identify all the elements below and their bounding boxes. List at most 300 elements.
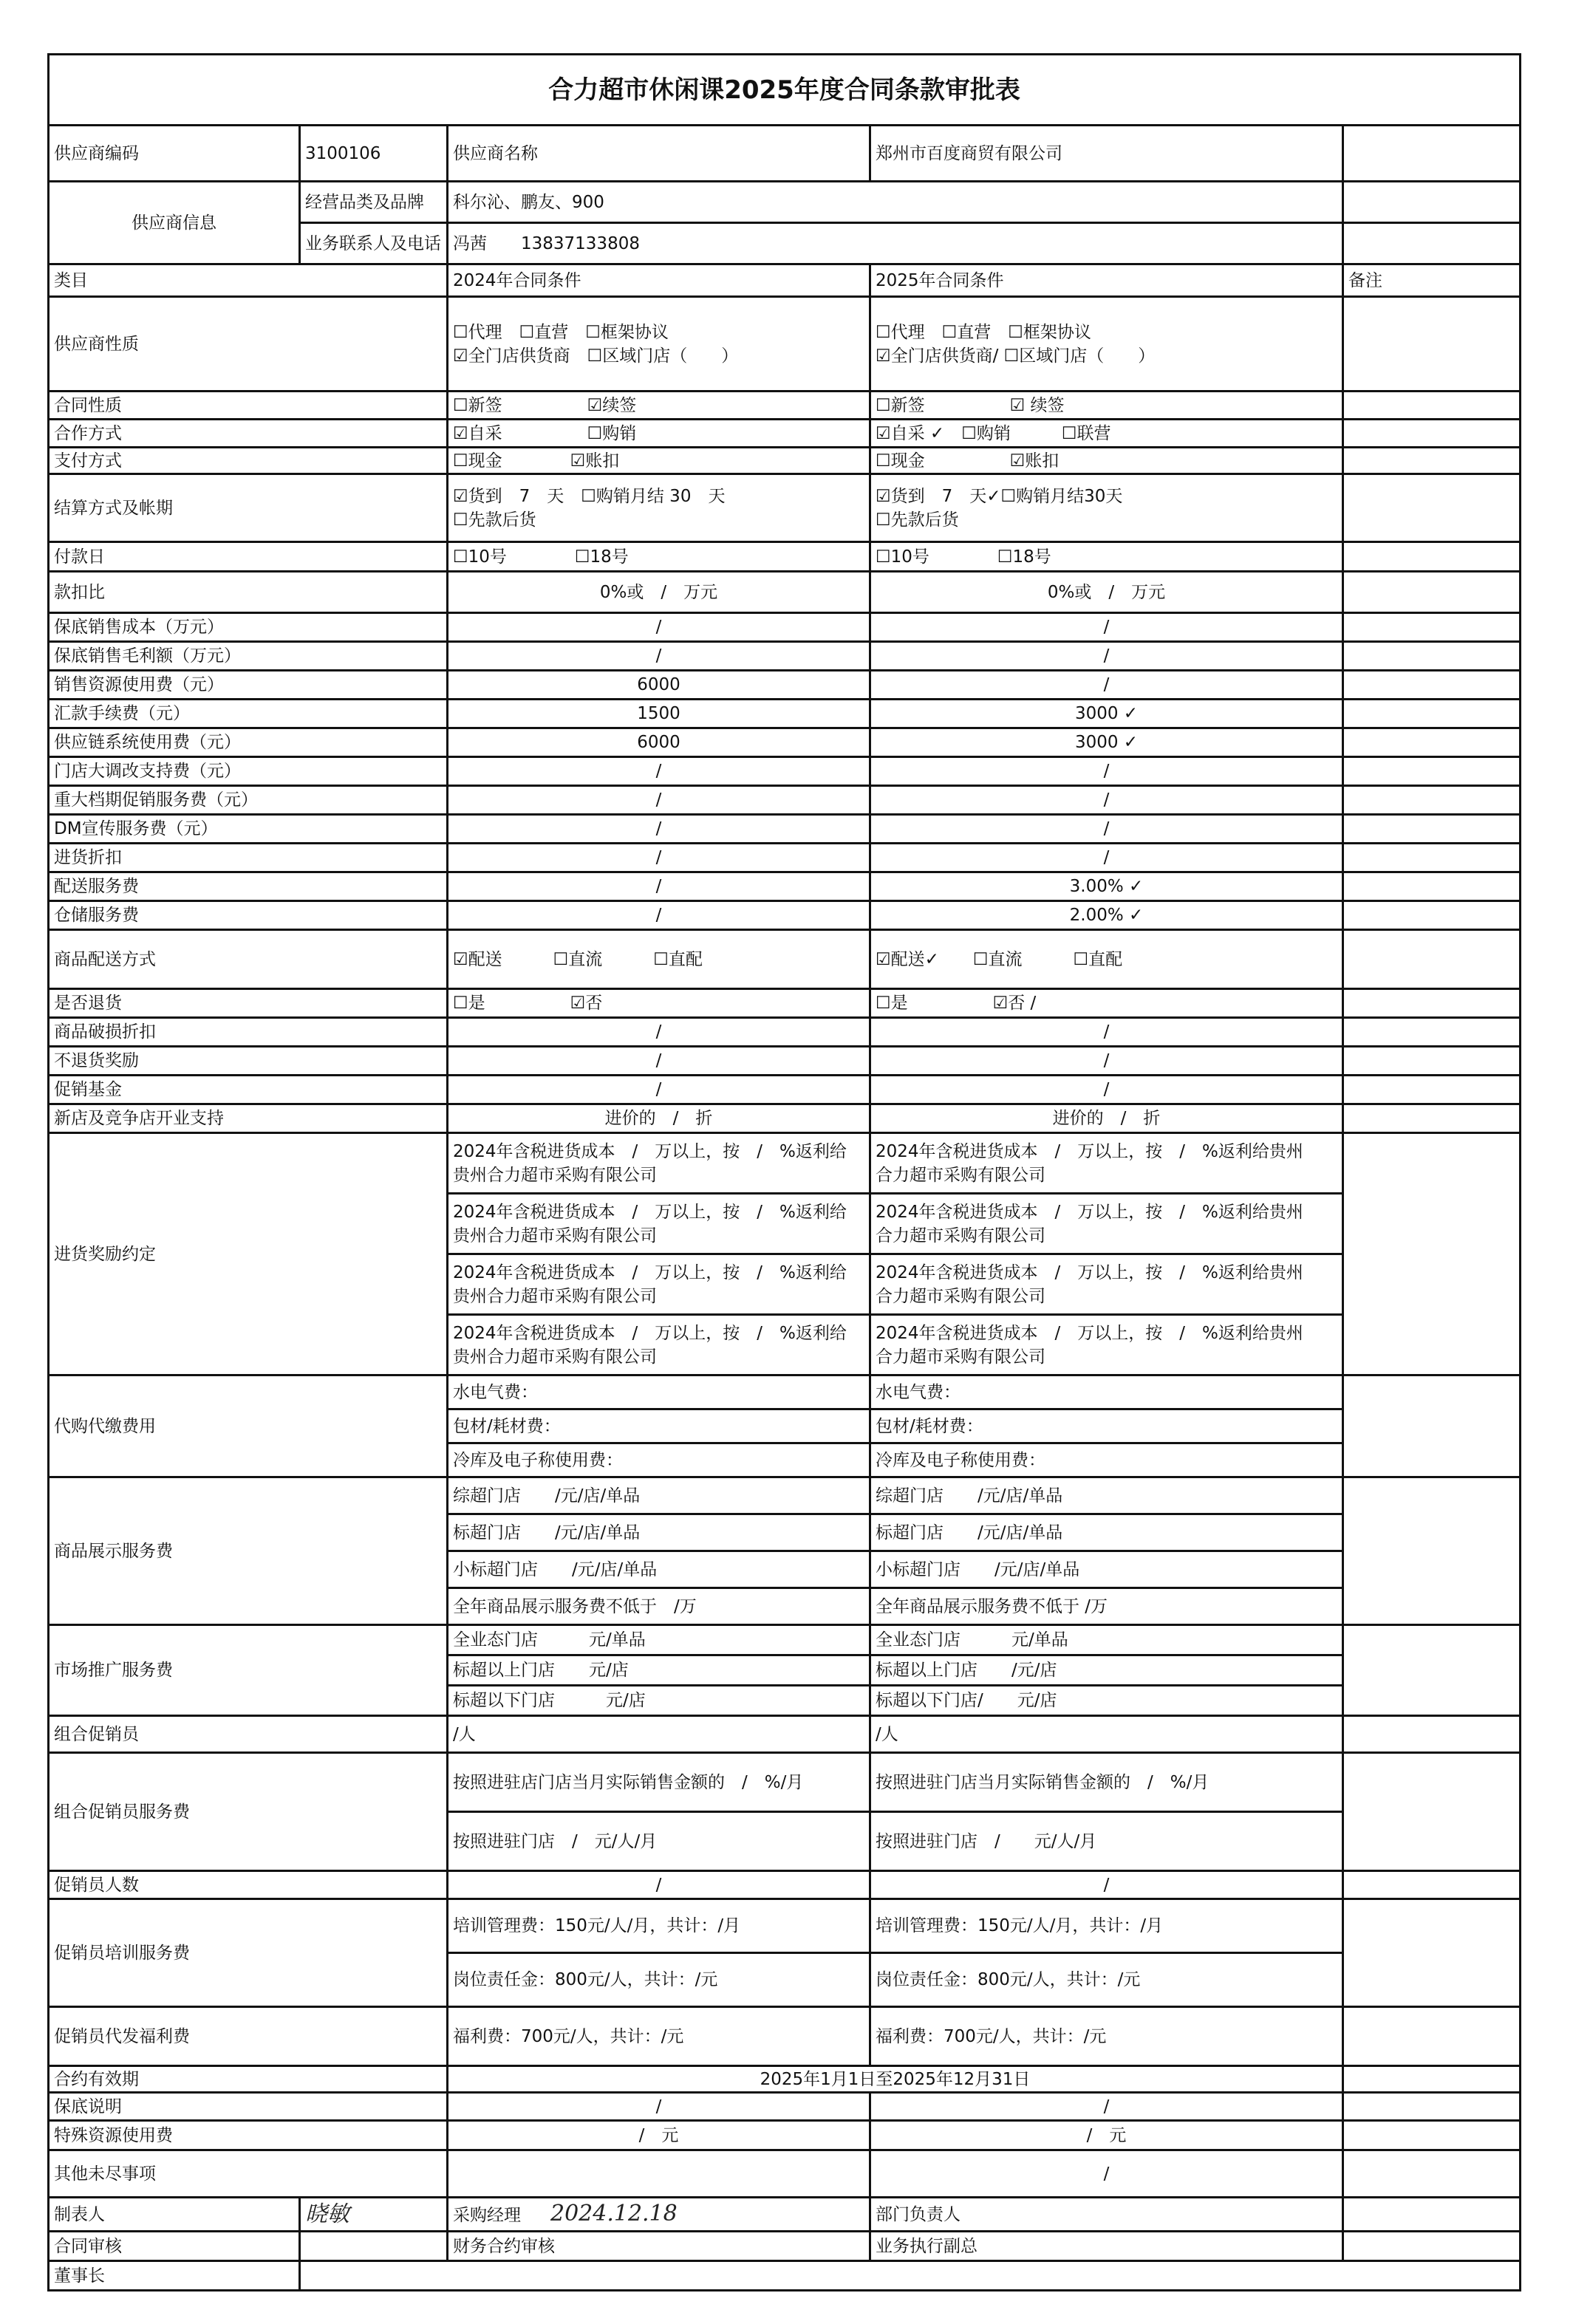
- supplier-info-label: 供应商信息: [49, 182, 300, 264]
- table-row: [49, 1625, 1521, 1655]
- remark-cell: [1343, 223, 1521, 264]
- cell-2024: [448, 1018, 870, 1047]
- cell-line: 2.00% ✓: [1069, 906, 1144, 925]
- cell-2025: [870, 2121, 1343, 2150]
- cell-line: /: [1103, 848, 1110, 867]
- row-label: 供应链系统使用费（元）: [49, 728, 448, 757]
- cell-line: 按照进驻门店 / 元/人/月: [876, 1831, 1097, 1851]
- contact-value: 冯茜 13837133808: [448, 223, 1343, 264]
- row-label: 市场推广服务费: [49, 1625, 448, 1716]
- remark-cell: [1343, 989, 1521, 1018]
- cell-line: 2024年含税进货成本 / 万以上，按 / %返利给贵州: [876, 1262, 1303, 1282]
- table-row: [49, 1076, 1521, 1104]
- row-label: 特殊资源使用费: [49, 2121, 448, 2150]
- approval-table: [47, 53, 1521, 2291]
- cell-line: 全业态门店 元/单品: [876, 1630, 1068, 1650]
- table-row: [49, 671, 1521, 700]
- table-row: [49, 1104, 1521, 1133]
- remark-cell: [1343, 542, 1521, 572]
- cell-2024: [448, 1588, 870, 1625]
- remark-cell: [1343, 2198, 1521, 2232]
- column-remark: 备注: [1343, 264, 1521, 297]
- table-row: [49, 1375, 1521, 1409]
- chairman-label: 董事长: [49, 2261, 300, 2291]
- cell-line: /人: [453, 1724, 476, 1744]
- finance-review-label: 财务合约审核: [448, 2232, 870, 2261]
- row-label: 促销员培训服务费: [49, 1899, 448, 2007]
- cell-2024: [448, 872, 870, 901]
- cell-line: 福利费：700元/人，共计：/元: [453, 2026, 684, 2046]
- cell-line: 进价的 / 折: [1052, 1109, 1161, 1128]
- cell-line: /: [655, 1875, 662, 1895]
- cell-2024: [448, 613, 870, 642]
- cell-line: 6000: [637, 675, 680, 694]
- cell-2025: [870, 542, 1343, 572]
- cell-2024: [448, 1104, 870, 1133]
- cell-2025: [870, 1716, 1343, 1753]
- row-label: 组合促销员服务费: [49, 1753, 448, 1871]
- cell-line: 贵州合力超市采购有限公司: [453, 1286, 657, 1306]
- cell-2025: [870, 1018, 1343, 1047]
- cell-line: ☐代理 ☐直营 ☐框架协议: [876, 322, 1091, 342]
- cell-line: ☐先款后货: [453, 510, 536, 530]
- remark-cell: [1343, 872, 1521, 901]
- column-2024: 2024年合同条件: [448, 264, 870, 297]
- cell-2024: [448, 1477, 870, 1514]
- table-row: [49, 901, 1521, 930]
- row-label: 门店大调改支持费（元）: [49, 757, 448, 786]
- cell-line: 进价的 / 折: [604, 1109, 713, 1128]
- row-label: 进货奖励约定: [49, 1133, 448, 1375]
- cell-line: /: [1103, 762, 1110, 781]
- cell-2024: [448, 815, 870, 844]
- remark-cell: [1343, 1047, 1521, 1076]
- cell-line: 2024年含税进货成本 / 万以上，按 / %返利给: [453, 1323, 847, 1343]
- cell-2025: [870, 1375, 1343, 1409]
- cell-2025: [870, 1104, 1343, 1133]
- table-row: [49, 2150, 1521, 2198]
- row-label: 保底说明: [49, 2093, 448, 2121]
- cell-line: 标超以下门店 元/店: [453, 1691, 646, 1710]
- cell-line: /: [655, 877, 662, 896]
- purchase-manager-label: 采购经理: [453, 2205, 521, 2225]
- remark-cell: [1343, 2121, 1521, 2150]
- cell-2024: [448, 1133, 870, 1194]
- cell-line: 3000 ✓: [1074, 704, 1139, 723]
- remark-cell: [1343, 2007, 1521, 2066]
- contact-label: 业务联系人及电话: [300, 223, 448, 264]
- cell-line: 标超门店 /元/店/单品: [876, 1522, 1063, 1542]
- row-label: 商品展示服务费: [49, 1477, 448, 1625]
- remark-cell: [1343, 1871, 1521, 1899]
- cell-2025: [870, 1254, 1343, 1315]
- preparer-signature: 晓敏: [300, 2198, 448, 2232]
- remark-cell: [1343, 2066, 1521, 2093]
- contract-review-label: 合同审核: [49, 2232, 300, 2261]
- cell-line: /: [655, 848, 662, 867]
- row-label: 新店及竞争店开业支持: [49, 1104, 448, 1133]
- cell-line: 2024年含税进货成本 / 万以上，按 / %返利给贵州: [876, 1202, 1303, 1222]
- cell-line: ☐现金 ☑账扣: [453, 451, 620, 471]
- cell-2025: [870, 1409, 1343, 1443]
- approval-form: [47, 53, 1519, 2291]
- cell-line: 综超门店 /元/店/单品: [453, 1486, 641, 1506]
- cell-line: 岗位责任金：800元/人，共计：/元: [453, 1970, 718, 1989]
- cell-2025: [870, 700, 1343, 728]
- cell-2024: [448, 671, 870, 700]
- row-label: 代购代缴费用: [49, 1375, 448, 1477]
- row-label: 结算方式及帐期: [49, 474, 448, 542]
- cell-line: ☐先款后货: [876, 510, 959, 530]
- cell-line: /: [1103, 1051, 1110, 1070]
- row-label: 促销员人数: [49, 1871, 448, 1899]
- row-label: 保底销售成本（万元）: [49, 613, 448, 642]
- cell-2025: [870, 1753, 1343, 1812]
- cell-2025: [870, 757, 1343, 786]
- cell-line: ☑自采 ☐购销: [453, 423, 637, 443]
- table-row: [49, 930, 1521, 989]
- brand-value: 科尔沁、鹏友、900: [448, 182, 1343, 223]
- row-label: 促销基金: [49, 1076, 448, 1104]
- remark-cell: [1343, 2150, 1521, 2198]
- remark-cell: [1343, 420, 1521, 448]
- cell-line: 6000: [637, 733, 680, 752]
- contract-review-value: [300, 2232, 448, 2261]
- cell-line: /: [1103, 790, 1110, 810]
- cell-line: / 元: [1086, 2125, 1127, 2145]
- row-label: 销售资源使用费（元）: [49, 671, 448, 700]
- table-row: [49, 786, 1521, 815]
- cell-2024: [448, 930, 870, 989]
- table-row: [49, 700, 1521, 728]
- cell-line: ☐10号 ☐18号: [453, 547, 629, 567]
- cell-2025: [870, 901, 1343, 930]
- cell-line: /: [1103, 1875, 1110, 1895]
- cell-2025: [870, 1551, 1343, 1588]
- cell-2025: [870, 671, 1343, 700]
- table-row: [49, 264, 1521, 297]
- cell-2024: [448, 844, 870, 872]
- cell-line: /: [655, 2096, 662, 2116]
- cell-line: 2024年含税进货成本 / 万以上，按 / %返利给贵州: [876, 1141, 1303, 1161]
- row-label: 进货折扣: [49, 844, 448, 872]
- cell-line: 标超以下门店/ 元/店: [876, 1691, 1057, 1710]
- remark-cell: [1343, 613, 1521, 642]
- cell-line: /: [1103, 618, 1110, 637]
- cell-line: /: [1103, 646, 1110, 666]
- row-label: 其他未尽事项: [49, 2150, 448, 2198]
- cell-line: ☐新签 ☑续签: [453, 395, 637, 415]
- remark-cell: [1343, 1104, 1521, 1133]
- supplier-code: 3100106: [300, 126, 448, 182]
- cell-line: /: [655, 1051, 662, 1070]
- cell-line: 0%或 / 万元: [599, 582, 718, 602]
- table-row: [49, 1477, 1521, 1514]
- cell-2025: [870, 297, 1343, 392]
- remark-cell: [1343, 1753, 1521, 1871]
- cell-2024: [448, 1443, 870, 1477]
- cell-2025: [870, 1812, 1343, 1871]
- cell-2024: [448, 2007, 870, 2066]
- remark-cell: [1343, 700, 1521, 728]
- cell-2025: [870, 572, 1343, 613]
- cell-line: 标超门店 /元/店/单品: [453, 1522, 641, 1542]
- cell-line: /: [1103, 819, 1110, 838]
- cell-2024: [448, 1047, 870, 1076]
- remark-cell: [1343, 474, 1521, 542]
- cell-line: 3000 ✓: [1074, 733, 1139, 752]
- row-label: 仓储服务费: [49, 901, 448, 930]
- cell-line: ☐是 ☑否 /: [876, 994, 1037, 1013]
- cell-line: 按照进驻门店 / 元/人/月: [453, 1831, 658, 1851]
- supplier-name: 郑州市百度商贸有限公司: [870, 126, 1343, 182]
- remark-cell: [1343, 901, 1521, 930]
- cell-line: 1500: [637, 704, 680, 723]
- remark-cell: [1343, 1018, 1521, 1047]
- table-row: [49, 474, 1521, 542]
- cell-line: ☐代理 ☐直营 ☐框架协议: [453, 322, 669, 342]
- table-row: [49, 126, 1521, 182]
- cell-line: /: [1103, 2164, 1110, 2184]
- remark-cell: [1343, 126, 1521, 182]
- cell-line: 标超以上门店 /元/店: [876, 1661, 1057, 1680]
- cell-line: 合力超市采购有限公司: [876, 1165, 1045, 1185]
- table-row: [49, 1047, 1521, 1076]
- cell-line: 2024年含税进货成本 / 万以上，按 / %返利给贵州: [876, 1323, 1303, 1343]
- cell-2024: [448, 728, 870, 757]
- remark-cell: [1343, 2232, 1521, 2261]
- cell-2024: [448, 1871, 870, 1899]
- cell-2024: [448, 297, 870, 392]
- cell-2024: [448, 1625, 870, 1655]
- table-row: [49, 2261, 1521, 2291]
- cell-2025: [870, 1686, 1343, 1716]
- row-label: 不退货奖励: [49, 1047, 448, 1076]
- table-row: [49, 2232, 1521, 2261]
- remark-cell: [1343, 757, 1521, 786]
- remark-cell: [1343, 1477, 1521, 1625]
- cell-2024: [448, 1953, 870, 2007]
- validity-period: 2025年1月1日至2025年12月31日: [448, 2066, 1343, 2093]
- cell-line: 水电气费：: [453, 1382, 538, 1402]
- cell-line: 小标超门店 /元/店/单品: [876, 1559, 1080, 1579]
- cell-line: /: [655, 618, 662, 637]
- cell-line: ☐10号 ☐18号: [876, 547, 1051, 567]
- cell-2025: [870, 420, 1343, 448]
- row-label: 支付方式: [49, 448, 448, 474]
- cell-line: 3.00% ✓: [1069, 877, 1144, 896]
- remark-cell: [1343, 1716, 1521, 1753]
- form-title: 合力超市休闲课2025年度合同条款审批表: [49, 55, 1521, 126]
- brand-label: 经营品类及品牌: [300, 182, 448, 223]
- cell-line: ☑配送✓ ☐直流 ☐直配: [876, 949, 1123, 969]
- remark-cell: [1343, 815, 1521, 844]
- cell-2024: [448, 1655, 870, 1686]
- cell-2025: [870, 642, 1343, 671]
- cell-line: ☐现金 ☑账扣: [876, 451, 1060, 471]
- cell-2024: [448, 1076, 870, 1104]
- table-row: [49, 815, 1521, 844]
- remark-cell: [1343, 1076, 1521, 1104]
- cell-2025: [870, 1871, 1343, 1899]
- cell-2024: [448, 1409, 870, 1443]
- row-label: 组合促销员: [49, 1716, 448, 1753]
- cell-2024: [448, 2121, 870, 2150]
- cell-line: / 元: [638, 2125, 679, 2145]
- cell-2024: [448, 1551, 870, 1588]
- table-row: [49, 2198, 1521, 2232]
- table-row: [49, 2066, 1521, 2093]
- remark-cell: [1343, 1625, 1521, 1716]
- cell-2024: [448, 1899, 870, 1953]
- cell-2025: [870, 2007, 1343, 2066]
- cell-2025: [870, 1953, 1343, 2007]
- cell-2025: [870, 728, 1343, 757]
- cell-2025: [870, 1899, 1343, 1953]
- table-row: [49, 2121, 1521, 2150]
- table-row: [49, 872, 1521, 901]
- remark-cell: [1343, 671, 1521, 700]
- cell-2024: [448, 572, 870, 613]
- row-label: 合作方式: [49, 420, 448, 448]
- cell-line: 0%或 / 万元: [1047, 582, 1166, 602]
- purchase-manager: [448, 2198, 870, 2232]
- cell-line: ☐新签 ☑ 续签: [876, 395, 1065, 415]
- cell-line: /: [1103, 1080, 1110, 1099]
- cell-2025: [870, 844, 1343, 872]
- table-row: [49, 1716, 1521, 1753]
- table-row: [49, 392, 1521, 420]
- cell-2025: [870, 930, 1343, 989]
- cell-2025: [870, 2150, 1343, 2198]
- remark-cell: [1343, 930, 1521, 989]
- cell-2025: [870, 1194, 1343, 1254]
- cell-2024: [448, 700, 870, 728]
- supplier-name-label: 供应商名称: [448, 126, 870, 182]
- cell-line: /: [655, 762, 662, 781]
- cell-line: /: [655, 790, 662, 810]
- cell-line: ☑货到 7 天 ☐购销月结 30 天: [453, 486, 726, 506]
- cell-2024: [448, 757, 870, 786]
- cell-2024: [448, 786, 870, 815]
- cell-2024: [448, 642, 870, 671]
- remark-cell: [1343, 392, 1521, 420]
- cell-2024: [448, 901, 870, 930]
- cell-2024: [448, 542, 870, 572]
- row-label: 合同性质: [49, 392, 448, 420]
- cell-line: /: [655, 1022, 662, 1042]
- cell-line: /: [655, 646, 662, 666]
- table-row: [49, 613, 1521, 642]
- cell-line: 小标超门店 /元/店/单品: [453, 1559, 658, 1579]
- cell-line: 培训管理费：150元/人/月，共计：/月: [453, 1916, 741, 1935]
- cell-line: 全业态门店 元/单品: [453, 1630, 646, 1650]
- table-row: [49, 182, 1521, 223]
- table-row: [49, 757, 1521, 786]
- row-label: 合约有效期: [49, 2066, 448, 2093]
- cell-line: /: [1103, 2096, 1110, 2116]
- table-row: [49, 1899, 1521, 1953]
- cell-line: 2024年含税进货成本 / 万以上，按 / %返利给: [453, 1202, 847, 1222]
- column-category: 类目: [49, 264, 448, 297]
- cell-line: 包材/耗材费：: [876, 1416, 983, 1436]
- cell-2025: [870, 474, 1343, 542]
- cell-line: 岗位责任金：800元/人，共计：/元: [876, 1970, 1141, 1989]
- remark-cell: [1343, 2093, 1521, 2121]
- cell-2024: [448, 392, 870, 420]
- cell-line: 贵州合力超市采购有限公司: [453, 1165, 657, 1185]
- remark-cell: [1343, 448, 1521, 474]
- cell-line: 贵州合力超市采购有限公司: [453, 1226, 657, 1245]
- cell-2025: [870, 815, 1343, 844]
- remark-cell: [1343, 844, 1521, 872]
- cell-line: 标超以上门店 元/店: [453, 1661, 629, 1680]
- cell-line: ☐是 ☑否: [453, 994, 603, 1013]
- cell-2025: [870, 448, 1343, 474]
- cell-2024: [448, 2150, 870, 2198]
- cell-2025: [870, 786, 1343, 815]
- cell-line: 综超门店 /元/店/单品: [876, 1486, 1063, 1506]
- remark-cell: [1343, 1375, 1521, 1477]
- cell-line: 合力超市采购有限公司: [876, 1226, 1045, 1245]
- cell-2025: [870, 1514, 1343, 1551]
- table-row: [49, 642, 1521, 671]
- cell-line: 水电气费：: [876, 1382, 961, 1402]
- cell-2025: [870, 1588, 1343, 1625]
- table-row: [49, 844, 1521, 872]
- table-row: [49, 728, 1521, 757]
- table-row: [49, 55, 1521, 126]
- cell-2024: [448, 1375, 870, 1409]
- cell-2024: [448, 1812, 870, 1871]
- cell-2024: [448, 420, 870, 448]
- remark-cell: [1343, 642, 1521, 671]
- row-label: 重大档期促销服务费（元）: [49, 786, 448, 815]
- row-label: 汇款手续费（元）: [49, 700, 448, 728]
- cell-line: ☑自采 ✓ ☐购销 ☐联营: [876, 423, 1111, 443]
- cell-line: /: [655, 1080, 662, 1099]
- cell-2025: [870, 392, 1343, 420]
- row-label: 促销员代发福利费: [49, 2007, 448, 2066]
- cell-2024: [448, 1686, 870, 1716]
- table-row: [49, 297, 1521, 392]
- remark-cell: [1343, 182, 1521, 223]
- table-row: [49, 989, 1521, 1018]
- cell-line: 培训管理费：150元/人/月，共计：/月: [876, 1916, 1164, 1935]
- cell-line: 冷库及电子称使用费：: [876, 1450, 1045, 1470]
- remark-cell: [1343, 297, 1521, 392]
- row-label: 保底销售毛利额（万元）: [49, 642, 448, 671]
- cell-line: 按照进驻门店当月实际销售金额的 / %/月: [876, 1772, 1209, 1792]
- cell-2024: [448, 1716, 870, 1753]
- cell-2025: [870, 2093, 1343, 2121]
- table-row: [49, 1871, 1521, 1899]
- dept-head-label: 部门负责人: [870, 2198, 1343, 2232]
- remark-cell: [1343, 1133, 1521, 1375]
- cell-line: 按照进驻店门店当月实际销售金额的 / %/月: [453, 1772, 804, 1792]
- cell-2024: [448, 1315, 870, 1375]
- cell-2024: [448, 448, 870, 474]
- exec-vp-label: 业务执行副总: [870, 2232, 1343, 2261]
- table-row: [49, 1133, 1521, 1194]
- cell-2024: [448, 1194, 870, 1254]
- cell-2025: [870, 1477, 1343, 1514]
- cell-line: 冷库及电子称使用费：: [453, 1450, 623, 1470]
- table-row: [49, 542, 1521, 572]
- cell-line: /: [1103, 1022, 1110, 1042]
- cell-line: /: [655, 819, 662, 838]
- table-row: [49, 2093, 1521, 2121]
